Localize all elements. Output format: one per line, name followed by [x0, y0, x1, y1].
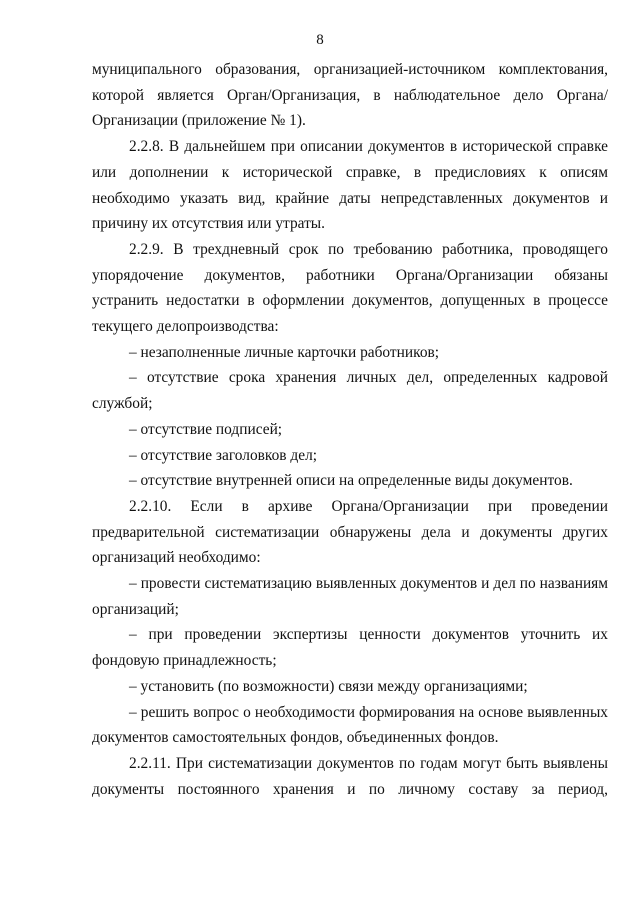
list-item: – отсутствие внутренней описи на определенные виды документов. [129, 472, 573, 490]
document-body [92, 57, 608, 802]
paragraph-2-2-9: 2.2.9. В трехдневный срок по требованию работника, проводящего упорядочение документов, работники Органа/Организации обязаны устранить недостатки в оформлении документов, допущенных в процессе текущего делопроизводства: [92, 240, 608, 336]
paragraph-2-2-8: 2.2.8. В дальнейшем при описании документов в исторической справке или дополнении к исторической справке, в предисловиях к описям необходимо указать вид, крайние даты непредставленных документов и причину их отсутствия или утраты. [92, 138, 608, 233]
list-item: – отсутствие заголовков дел; [129, 446, 318, 464]
list-item: – при проведении экспертизы ценности документов уточнить их фондовую принадлежность; [92, 626, 608, 670]
list-item: – отсутствие подписей; [129, 420, 283, 438]
page-number: 8 [316, 32, 324, 48]
list-item: – установить (по возможности) связи между организациями; [129, 677, 528, 695]
paragraph-2-2-11: 2.2.11. При систематизации документов по годам могут быть выявлены документы постоянного хранения и по личному составу за период, [92, 754, 608, 798]
list-item: – решить вопрос о необходимости формирования на основе выявленных документов самостоятельных фондов, объединенных фондов. [92, 703, 608, 747]
paragraph-continuation: муниципального образования, организацией-источником комплектования, которой является Орган/Организация, в наблюдательное дело Органа/Организации (приложение № 1). [92, 61, 608, 130]
list-item: – провести систематизацию выявленных документов и дел по названиям организаций; [92, 575, 608, 618]
list-item: – незаполненные личные карточки работников; [129, 343, 440, 361]
list-item: – отсутствие срока хранения личных дел, определенных кадровой службой; [92, 369, 608, 413]
paragraph-2-2-10: 2.2.10. Если в архиве Органа/Организации при проведении предварительной систематизации обнаружены дела и документы других организаций необходимо: [92, 497, 608, 567]
